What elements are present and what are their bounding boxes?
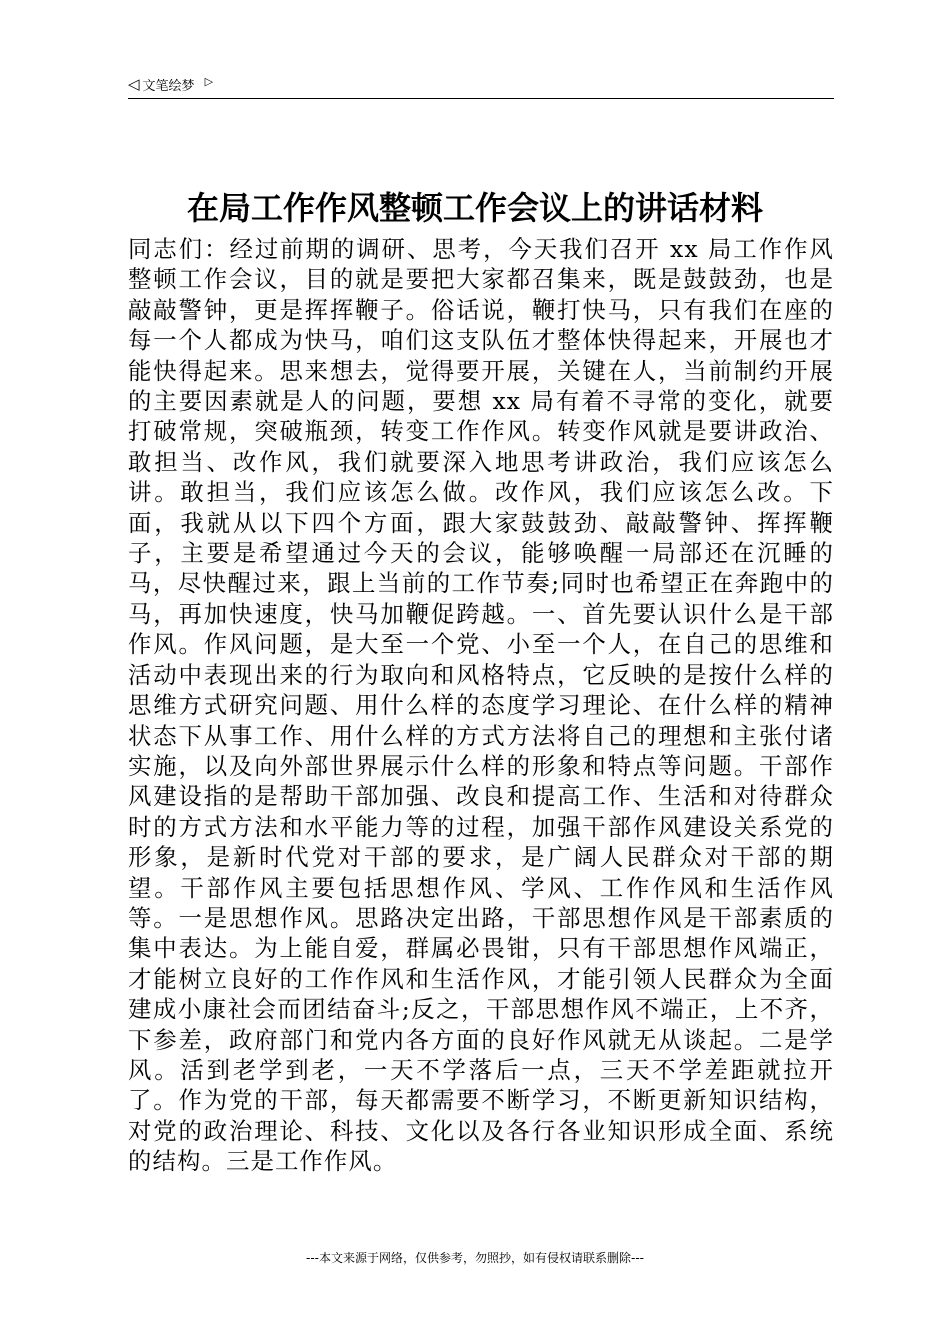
brand-label: 文笔绘梦 [142, 78, 195, 94]
triangle-right-icon: ▷ [204, 74, 214, 88]
document-body: 同志们：经过前期的调研、思考，今天我们召开 xx 局工作作风整顿工作会议，目的就是要把大家都召集来，既是鼓鼓劲，也是敲敲警钟，更是挥挥鞭子。俗话说，鞭打快马，只有我们在座的每一个人都成为快马，咱们这支队伍才整体快得起来，开展也才能快得起来。思来想去，觉得要开展，关键在人，当前制约开展的主要因素就是人的问题，要想 xx 局有着不寻常的变化，就要打破常规，突破瓶颈，转变工作作风。转变作风就是要讲政治、敢担当、改作风，我们就要深入地思考讲政治，我们应该怎么讲。敢担当，我们应该怎么做。改作风，我们应该怎么改。下面，我就从以下四个方面，跟大家鼓鼓劲、敲敲警钟、挥挥鞭子，主要是希望通过今天的会议，能够唤醒一局部还在沉睡的马，尽快醒过来，跟上当前的工作节奏;同时也希望正在奔跑中的马，再加快速度，快马加鞭促跨越。一、首先要认识什么是干部作风。作风问题，是大至一个党、小至一个人，在自己的思维和活动中表现出来的行为取向和风格特点，它反映的是按什么样的思维方式研究问题、用什么样的态度学习理论、在什么样的精神状态下从事工作、用什么样的方式方法将自己的理想和主张付诸实施，以及向外部世界展示什么样的形象和特点等问题。干部作风建设指的是帮助干部加强、改良和提高工作、生活和对待群众时的方式方法和水平能力等的过程，加强干部作风建设关系党的形象，是新时代党对干部的要求，是广阔人民群众对干部的期望。干部作风主要包括思想作风、学风、工作作风和生活作风等。一是思想作风。思路决定出路，干部思想作风是干部素质的集中表达。为上能自爱，群属必畏钳，只有干部思想作风端正，才能树立良好的工作作风和生活作风，才能引领人民群众为全面建成小康社会而团结奋斗;反之，干部思想作风不端正，上不齐，下参差，政府部门和党内各方面的良好作风就无从谈起。二是学风。活到老学到老，一天不学落后一点，三天不学差距就拉开了。作为党的干部，每天都需要不断学习，不断更新知识结构，对党的政治理论、科技、文化以及各行各业知识形成全面、系统的结构。三是工作作风。 [128, 235, 834, 1176]
document-title: 在局工作作风整顿工作会议上的讲话材料 [186, 189, 763, 227]
page-header [128, 74, 834, 99]
footer-disclaimer: ---本文来源于网络，仅供参考，勿照抄，如有侵权请联系删除--- [306, 1251, 644, 1265]
brand-mark [128, 74, 213, 94]
triangle-left-icon: ◁ [128, 74, 140, 93]
